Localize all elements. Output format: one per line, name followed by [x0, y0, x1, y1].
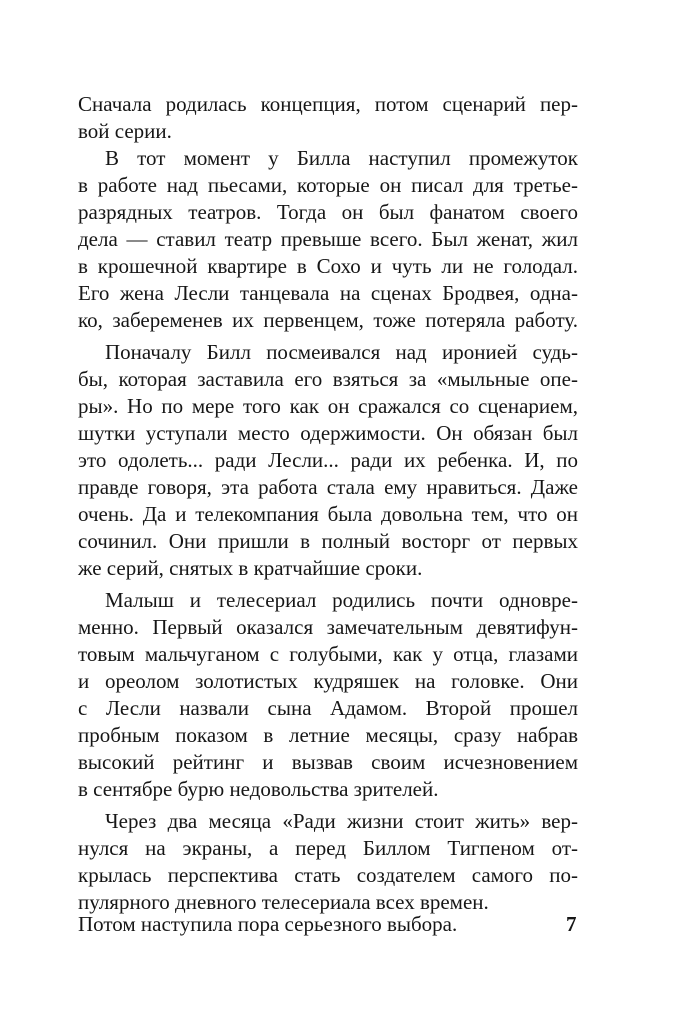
text-line: вой серии. [78, 119, 172, 143]
text-line: разрядных театров. Тогда он был фанатом своего [78, 200, 578, 224]
text-line: и ореолом золотистых кудряшек на головке. Они [78, 669, 578, 693]
text-line: Его жена Лесли танцевала на сценах Бродвея, одна- [78, 281, 578, 305]
text-line: очень. Да и телекомпания была довольна тем, что он [78, 502, 578, 526]
text-line: менно. Первый оказался замечательным девятифун- [78, 615, 578, 639]
text-line: дела — ставил театр превыше всего. Был женат, жил [78, 227, 578, 251]
text-line: нулся на экраны, а перед Биллом Тигпеном от- [78, 836, 578, 860]
text-line: Поначалу Билл посмеивался над иронией судь- [105, 340, 578, 364]
text-line: правде говоря, эта работа стала ему нравиться. Даже [78, 475, 578, 499]
text-line: В тот момент у Билла наступил промежуток [105, 146, 578, 170]
text-line: в работе над пьесами, которые он писал для третье- [78, 173, 578, 197]
text-line: ры». Но по мере того как он сражался со сценарием, [78, 394, 578, 418]
text-line: шутки уступали место одержимости. Он обязан был [78, 421, 578, 445]
text-line: Через два месяца «Ради жизни стоит жить» вер- [105, 809, 578, 833]
text-line: пробным показом в летние месяцы, сразу набрав [78, 723, 578, 747]
text-line: же серий, снятых в кратчайшие сроки. [78, 556, 423, 580]
text-line: это одолеть... ради Лесли... ради их ребенка. И, по [78, 448, 578, 472]
text-line: товым мальчуганом с голубыми, как у отца, глазами [78, 642, 578, 666]
text-line: Малыш и телесериал родились почти одновре- [105, 588, 578, 612]
footer-line: Потом наступила пора серьезного выбора. [78, 912, 458, 936]
text-line: ко, забеременев их первенцем, тоже потеряла работу. [78, 308, 578, 332]
text-line: с Лесли назвали сына Адамом. Второй прошел [78, 696, 578, 720]
text-line: высокий рейтинг и вызвав своим исчезновением [78, 750, 578, 774]
text-line: пулярного дневного телесериала всех времен. [78, 890, 489, 914]
text-line: крылась перспектива стать создателем самого по- [78, 863, 578, 887]
text-line: в крошечной квартире в Сохо и чуть ли не голодал. [78, 254, 578, 278]
page-number: 7 [566, 912, 577, 936]
text-line: бы, которая заставила его взяться за «мыльные опе- [78, 367, 578, 391]
text-line: Сначала родилась концепция, потом сценарий пер- [78, 92, 578, 116]
text-line: сочинил. Они пришли в полный восторг от первых [78, 529, 578, 553]
text-line: в сентябре бурю недовольства зрителей. [78, 777, 439, 801]
